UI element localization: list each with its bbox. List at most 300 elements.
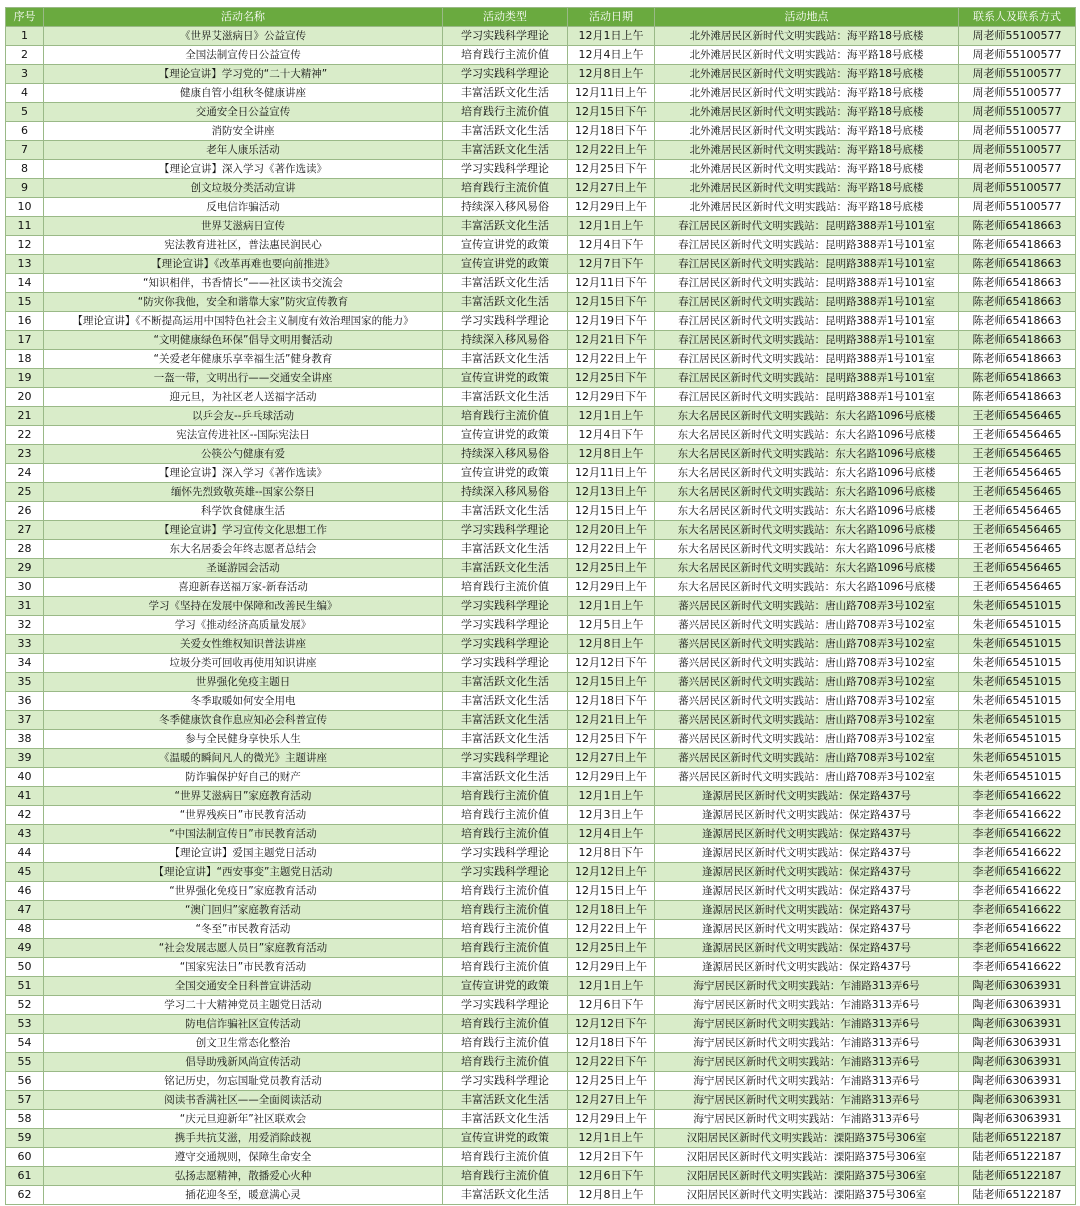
cell-activity-name: “世界艾滋病日”家庭教育活动 [44, 787, 443, 806]
cell-activity-date: 12月8日上午 [568, 635, 655, 654]
cell-serial: 8 [6, 160, 44, 179]
cell-serial: 5 [6, 103, 44, 122]
table-row [6, 217, 1076, 236]
cell-activity-location: 北外滩居民区新时代文明实践站：海平路18号底楼 [655, 198, 959, 217]
cell-activity-location: 汉阳居民区新时代文明实践站：溧阳路375号306室 [655, 1148, 959, 1167]
cell-activity-type: 学习实践科学理论 [443, 863, 568, 882]
cell-contact: 李老师65416622 [959, 939, 1076, 958]
cell-contact: 李老师65416622 [959, 958, 1076, 977]
cell-contact: 陈老师65418663 [959, 312, 1076, 331]
table-row [6, 84, 1076, 103]
cell-activity-name: 【理论宣讲】深入学习《著作选读》 [44, 464, 443, 483]
table-row [6, 369, 1076, 388]
cell-activity-date: 12月13日上午 [568, 483, 655, 502]
cell-serial: 1 [6, 27, 44, 46]
table-row [6, 103, 1076, 122]
cell-activity-type: 学习实践科学理论 [443, 1072, 568, 1091]
cell-activity-name: 插花迎冬至，暖意满心灵 [44, 1186, 443, 1205]
header-activity-type: 活动类型 [443, 8, 568, 27]
cell-activity-name: 防电信诈骗社区宣传活动 [44, 1015, 443, 1034]
cell-contact: 周老师55100577 [959, 141, 1076, 160]
cell-activity-date: 12月3日上午 [568, 806, 655, 825]
table-row [6, 1034, 1076, 1053]
cell-activity-type: 丰富活跃文化生活 [443, 141, 568, 160]
table-row [6, 901, 1076, 920]
cell-activity-name: 喜迎新春送福万家-新春活动 [44, 578, 443, 597]
table-row [6, 1072, 1076, 1091]
table-row [6, 844, 1076, 863]
cell-contact: 陶老师63063931 [959, 977, 1076, 996]
table-row [6, 274, 1076, 293]
cell-activity-name: “关爱老年健康乐享幸福生活”健身教育 [44, 350, 443, 369]
cell-activity-name: 全国法制宣传日公益宣传 [44, 46, 443, 65]
cell-serial: 19 [6, 369, 44, 388]
table-row [6, 502, 1076, 521]
cell-serial: 37 [6, 711, 44, 730]
cell-serial: 23 [6, 445, 44, 464]
cell-activity-location: 北外滩居民区新时代文明实践站：海平路18号底楼 [655, 122, 959, 141]
cell-serial: 26 [6, 502, 44, 521]
cell-activity-type: 学习实践科学理论 [443, 597, 568, 616]
cell-contact: 朱老师65451015 [959, 673, 1076, 692]
cell-activity-date: 12月2日下午 [568, 1148, 655, 1167]
cell-activity-name: 东大名居委会年终志愿者总结会 [44, 540, 443, 559]
cell-activity-location: 东大名居民区新时代文明实践站：东大名路1096号底楼 [655, 445, 959, 464]
cell-activity-name: “冬至”市民教育活动 [44, 920, 443, 939]
cell-contact: 朱老师65451015 [959, 711, 1076, 730]
cell-activity-location: 春江居民区新时代文明实践站：昆明路388弄1号101室 [655, 255, 959, 274]
cell-contact: 周老师55100577 [959, 122, 1076, 141]
cell-activity-location: 逢源居民区新时代文明实践站：保定路437号 [655, 825, 959, 844]
cell-activity-type: 学习实践科学理论 [443, 27, 568, 46]
table-row [6, 312, 1076, 331]
cell-activity-type: 持续深入移风易俗 [443, 445, 568, 464]
cell-activity-date: 12月8日上午 [568, 445, 655, 464]
cell-activity-name: “澳门回归”家庭教育活动 [44, 901, 443, 920]
table-header-row [6, 8, 1076, 27]
cell-activity-type: 丰富活跃文化生活 [443, 1091, 568, 1110]
cell-serial: 30 [6, 578, 44, 597]
cell-activity-type: 培育践行主流价值 [443, 901, 568, 920]
cell-activity-name: 圣诞游园会活动 [44, 559, 443, 578]
cell-serial: 56 [6, 1072, 44, 1091]
cell-activity-date: 12月11日下午 [568, 274, 655, 293]
cell-activity-name: 参与全民健身享快乐人生 [44, 730, 443, 749]
cell-activity-type: 丰富活跃文化生活 [443, 1110, 568, 1129]
cell-activity-date: 12月22日上午 [568, 350, 655, 369]
cell-activity-name: 倡导助残新风尚宣传活动 [44, 1053, 443, 1072]
cell-activity-location: 蕃兴居民区新时代文明实践站：唐山路708弄3号102室 [655, 730, 959, 749]
cell-activity-location: 逢源居民区新时代文明实践站：保定路437号 [655, 844, 959, 863]
cell-activity-name: 学习《推动经济高质量发展》 [44, 616, 443, 635]
cell-activity-name: 全国交通安全日科普宣讲活动 [44, 977, 443, 996]
cell-activity-type: 持续深入移风易俗 [443, 483, 568, 502]
cell-activity-date: 12月5日上午 [568, 616, 655, 635]
cell-activity-name: “防灾你我他，安全和谐靠大家”防灾宣传教育 [44, 293, 443, 312]
cell-contact: 陈老师65418663 [959, 255, 1076, 274]
cell-serial: 10 [6, 198, 44, 217]
table-row [6, 825, 1076, 844]
cell-serial: 14 [6, 274, 44, 293]
cell-activity-location: 春江居民区新时代文明实践站：昆明路388弄1号101室 [655, 217, 959, 236]
cell-activity-date: 12月4日上午 [568, 46, 655, 65]
cell-activity-type: 培育践行主流价值 [443, 882, 568, 901]
cell-contact: 周老师55100577 [959, 160, 1076, 179]
table-row [6, 388, 1076, 407]
cell-activity-type: 宣传宣讲党的政策 [443, 464, 568, 483]
cell-activity-date: 12月21日上午 [568, 711, 655, 730]
cell-serial: 17 [6, 331, 44, 350]
cell-activity-location: 北外滩居民区新时代文明实践站：海平路18号底楼 [655, 65, 959, 84]
cell-contact: 陈老师65418663 [959, 388, 1076, 407]
cell-activity-location: 蕃兴居民区新时代文明实践站：唐山路708弄3号102室 [655, 616, 959, 635]
cell-activity-type: 宣传宣讲党的政策 [443, 426, 568, 445]
cell-activity-date: 12月21日下午 [568, 331, 655, 350]
cell-activity-date: 12月15日上午 [568, 882, 655, 901]
cell-serial: 57 [6, 1091, 44, 1110]
cell-activity-name: 宪法教育进社区，普法惠民润民心 [44, 236, 443, 255]
cell-contact: 陶老师63063931 [959, 1072, 1076, 1091]
cell-serial: 58 [6, 1110, 44, 1129]
table-row [6, 426, 1076, 445]
table-row [6, 597, 1076, 616]
cell-activity-name: 科学饮食健康生活 [44, 502, 443, 521]
cell-serial: 54 [6, 1034, 44, 1053]
cell-contact: 陆老师65122187 [959, 1167, 1076, 1186]
cell-activity-location: 东大名居民区新时代文明实践站：东大名路1096号底楼 [655, 521, 959, 540]
cell-activity-type: 持续深入移风易俗 [443, 331, 568, 350]
cell-activity-name: “社会发展志愿人员日”家庭教育活动 [44, 939, 443, 958]
table-row [6, 198, 1076, 217]
cell-activity-location: 逢源居民区新时代文明实践站：保定路437号 [655, 901, 959, 920]
cell-activity-location: 蕃兴居民区新时代文明实践站：唐山路708弄3号102室 [655, 654, 959, 673]
table-row [6, 559, 1076, 578]
cell-activity-location: 海宁居民区新时代文明实践站：乍浦路313弄6号 [655, 977, 959, 996]
table-row [6, 616, 1076, 635]
cell-activity-name: 创文垃圾分类活动宣讲 [44, 179, 443, 198]
table-row [6, 1129, 1076, 1148]
cell-activity-type: 培育践行主流价值 [443, 1167, 568, 1186]
table-row [6, 863, 1076, 882]
cell-activity-name: 一盔一带，文明出行——交通安全讲座 [44, 369, 443, 388]
table-row [6, 65, 1076, 84]
cell-activity-type: 丰富活跃文化生活 [443, 293, 568, 312]
table-row [6, 255, 1076, 274]
cell-activity-type: 学习实践科学理论 [443, 616, 568, 635]
cell-contact: 陶老师63063931 [959, 1034, 1076, 1053]
cell-activity-name: 【理论宣讲】学习党的“二十大精神” [44, 65, 443, 84]
cell-contact: 陶老师63063931 [959, 996, 1076, 1015]
cell-contact: 王老师65456465 [959, 502, 1076, 521]
cell-serial: 60 [6, 1148, 44, 1167]
cell-serial: 39 [6, 749, 44, 768]
cell-serial: 12 [6, 236, 44, 255]
cell-activity-date: 12月22日下午 [568, 1053, 655, 1072]
cell-activity-date: 12月25日下午 [568, 730, 655, 749]
cell-activity-location: 逢源居民区新时代文明实践站：保定路437号 [655, 958, 959, 977]
cell-activity-date: 12月18日上午 [568, 901, 655, 920]
cell-activity-date: 12月8日上午 [568, 65, 655, 84]
cell-contact: 陈老师65418663 [959, 369, 1076, 388]
cell-activity-type: 培育践行主流价值 [443, 578, 568, 597]
cell-activity-date: 12月29日上午 [568, 578, 655, 597]
cell-activity-name: 【理论宣讲】“西安事变”主题党日活动 [44, 863, 443, 882]
cell-activity-date: 12月18日下午 [568, 1034, 655, 1053]
cell-activity-type: 培育践行主流价值 [443, 407, 568, 426]
table-row [6, 27, 1076, 46]
header-contact: 联系人及联系方式 [959, 8, 1076, 27]
cell-serial: 29 [6, 559, 44, 578]
cell-activity-location: 海宁居民区新时代文明实践站：乍浦路313弄6号 [655, 996, 959, 1015]
cell-activity-location: 北外滩居民区新时代文明实践站：海平路18号底楼 [655, 179, 959, 198]
cell-activity-location: 春江居民区新时代文明实践站：昆明路388弄1号101室 [655, 369, 959, 388]
cell-activity-date: 12月19日下午 [568, 312, 655, 331]
cell-activity-date: 12月29日上午 [568, 768, 655, 787]
cell-serial: 16 [6, 312, 44, 331]
cell-activity-name: 《世界艾滋病日》公益宣传 [44, 27, 443, 46]
cell-contact: 李老师65416622 [959, 844, 1076, 863]
cell-serial: 43 [6, 825, 44, 844]
cell-activity-location: 蕃兴居民区新时代文明实践站：唐山路708弄3号102室 [655, 768, 959, 787]
cell-contact: 陈老师65418663 [959, 293, 1076, 312]
cell-activity-type: 丰富活跃文化生活 [443, 217, 568, 236]
cell-contact: 周老师55100577 [959, 179, 1076, 198]
cell-activity-location: 东大名居民区新时代文明实践站：东大名路1096号底楼 [655, 464, 959, 483]
cell-serial: 28 [6, 540, 44, 559]
table-row [6, 654, 1076, 673]
cell-activity-date: 12月25日下午 [568, 369, 655, 388]
cell-activity-type: 宣传宣讲党的政策 [443, 1129, 568, 1148]
cell-activity-date: 12月1日上午 [568, 787, 655, 806]
table-row [6, 806, 1076, 825]
cell-activity-type: 培育践行主流价值 [443, 825, 568, 844]
cell-activity-type: 培育践行主流价值 [443, 1034, 568, 1053]
table-row [6, 483, 1076, 502]
cell-activity-name: 【理论宣讲】《改革再难也要向前推进》 [44, 255, 443, 274]
table-row [6, 711, 1076, 730]
cell-serial: 11 [6, 217, 44, 236]
cell-activity-date: 12月6日下午 [568, 996, 655, 1015]
cell-activity-date: 12月29日上午 [568, 1110, 655, 1129]
cell-serial: 6 [6, 122, 44, 141]
cell-activity-location: 北外滩居民区新时代文明实践站：海平路18号底楼 [655, 160, 959, 179]
table-row [6, 464, 1076, 483]
cell-activity-date: 12月22日上午 [568, 540, 655, 559]
cell-activity-type: 丰富活跃文化生活 [443, 730, 568, 749]
cell-activity-date: 12月8日下午 [568, 844, 655, 863]
cell-serial: 20 [6, 388, 44, 407]
cell-activity-type: 培育践行主流价值 [443, 179, 568, 198]
cell-contact: 王老师65456465 [959, 445, 1076, 464]
cell-serial: 44 [6, 844, 44, 863]
cell-serial: 24 [6, 464, 44, 483]
cell-activity-type: 丰富活跃文化生活 [443, 274, 568, 293]
table-row [6, 1186, 1076, 1205]
cell-activity-name: “知识相伴，书香情长”——社区读书交流会 [44, 274, 443, 293]
cell-serial: 34 [6, 654, 44, 673]
cell-serial: 15 [6, 293, 44, 312]
cell-contact: 朱老师65451015 [959, 749, 1076, 768]
cell-serial: 41 [6, 787, 44, 806]
cell-serial: 38 [6, 730, 44, 749]
cell-serial: 32 [6, 616, 44, 635]
cell-activity-name: 弘扬志愿精神，散播爱心火种 [44, 1167, 443, 1186]
cell-activity-location: 海宁居民区新时代文明实践站：乍浦路313弄6号 [655, 1034, 959, 1053]
table-row [6, 141, 1076, 160]
cell-serial: 36 [6, 692, 44, 711]
cell-serial: 4 [6, 84, 44, 103]
table-row [6, 293, 1076, 312]
cell-activity-type: 培育践行主流价值 [443, 920, 568, 939]
table-row [6, 578, 1076, 597]
cell-contact: 陈老师65418663 [959, 274, 1076, 293]
table-row [6, 1015, 1076, 1034]
cell-activity-date: 12月25日上午 [568, 1072, 655, 1091]
cell-activity-location: 北外滩居民区新时代文明实践站：海平路18号底楼 [655, 103, 959, 122]
cell-activity-type: 丰富活跃文化生活 [443, 388, 568, 407]
cell-activity-location: 东大名居民区新时代文明实践站：东大名路1096号底楼 [655, 559, 959, 578]
cell-serial: 62 [6, 1186, 44, 1205]
cell-activity-name: 消防安全讲座 [44, 122, 443, 141]
cell-activity-type: 学习实践科学理论 [443, 160, 568, 179]
cell-activity-name: 学习二十大精神党员主题党日活动 [44, 996, 443, 1015]
cell-activity-name: “世界残疾日”市民教育活动 [44, 806, 443, 825]
table-row [6, 958, 1076, 977]
header-activity-date: 活动日期 [568, 8, 655, 27]
cell-contact: 陈老师65418663 [959, 217, 1076, 236]
cell-contact: 朱老师65451015 [959, 768, 1076, 787]
cell-contact: 陶老师63063931 [959, 1091, 1076, 1110]
cell-serial: 53 [6, 1015, 44, 1034]
cell-serial: 45 [6, 863, 44, 882]
cell-serial: 46 [6, 882, 44, 901]
table-row [6, 122, 1076, 141]
cell-activity-location: 春江居民区新时代文明实践站：昆明路388弄1号101室 [655, 236, 959, 255]
cell-contact: 王老师65456465 [959, 578, 1076, 597]
cell-activity-type: 丰富活跃文化生活 [443, 559, 568, 578]
cell-activity-type: 培育践行主流价值 [443, 958, 568, 977]
cell-activity-name: 冬季健康饮食作息应知必会科普宣传 [44, 711, 443, 730]
cell-serial: 55 [6, 1053, 44, 1072]
cell-activity-name: 《温暖的瞬间凡人的微光》主题讲座 [44, 749, 443, 768]
cell-serial: 31 [6, 597, 44, 616]
table-row [6, 730, 1076, 749]
cell-activity-location: 东大名居民区新时代文明实践站：东大名路1096号底楼 [655, 407, 959, 426]
cell-activity-type: 宣传宣讲党的政策 [443, 977, 568, 996]
table-row [6, 236, 1076, 255]
cell-activity-date: 12月18日下午 [568, 692, 655, 711]
cell-activity-name: “文明健康绿色环保”倡导文明用餐活动 [44, 331, 443, 350]
table-row [6, 1091, 1076, 1110]
cell-activity-date: 12月7日下午 [568, 255, 655, 274]
table-row [6, 692, 1076, 711]
cell-serial: 35 [6, 673, 44, 692]
cell-activity-name: 交通安全日公益宣传 [44, 103, 443, 122]
cell-contact: 王老师65456465 [959, 426, 1076, 445]
cell-contact: 陈老师65418663 [959, 236, 1076, 255]
cell-activity-location: 东大名居民区新时代文明实践站：东大名路1096号底楼 [655, 502, 959, 521]
cell-contact: 周老师55100577 [959, 103, 1076, 122]
cell-serial: 3 [6, 65, 44, 84]
cell-activity-location: 逢源居民区新时代文明实践站：保定路437号 [655, 920, 959, 939]
cell-activity-location: 海宁居民区新时代文明实践站：乍浦路313弄6号 [655, 1091, 959, 1110]
cell-activity-type: 丰富活跃文化生活 [443, 122, 568, 141]
cell-activity-date: 12月27日上午 [568, 1091, 655, 1110]
cell-activity-name: 垃圾分类可回收再使用知识讲座 [44, 654, 443, 673]
cell-serial: 42 [6, 806, 44, 825]
cell-activity-name: 【理论宣讲】《不断提高运用中国特色社会主义制度有效治理国家的能力》 [44, 312, 443, 331]
cell-activity-type: 丰富活跃文化生活 [443, 692, 568, 711]
cell-contact: 陈老师65418663 [959, 350, 1076, 369]
cell-serial: 7 [6, 141, 44, 160]
cell-activity-type: 丰富活跃文化生活 [443, 1186, 568, 1205]
cell-contact: 朱老师65451015 [959, 730, 1076, 749]
cell-contact: 陶老师63063931 [959, 1053, 1076, 1072]
cell-contact: 朱老师65451015 [959, 692, 1076, 711]
cell-contact: 周老师55100577 [959, 27, 1076, 46]
cell-contact: 陆老师65122187 [959, 1186, 1076, 1205]
table-row [6, 635, 1076, 654]
cell-activity-date: 12月15日上午 [568, 502, 655, 521]
cell-serial: 27 [6, 521, 44, 540]
cell-serial: 2 [6, 46, 44, 65]
cell-activity-name: 遵守交通规则，保障生命安全 [44, 1148, 443, 1167]
table-row [6, 787, 1076, 806]
table-row [6, 996, 1076, 1015]
cell-activity-date: 12月12日下午 [568, 654, 655, 673]
cell-activity-date: 12月1日上午 [568, 977, 655, 996]
cell-activity-name: 世界艾滋病日宣传 [44, 217, 443, 236]
cell-activity-location: 蕃兴居民区新时代文明实践站：唐山路708弄3号102室 [655, 711, 959, 730]
cell-activity-location: 蕃兴居民区新时代文明实践站：唐山路708弄3号102室 [655, 597, 959, 616]
table-row [6, 331, 1076, 350]
cell-activity-type: 丰富活跃文化生活 [443, 502, 568, 521]
cell-activity-type: 培育践行主流价值 [443, 103, 568, 122]
cell-activity-name: 【理论宣讲】深入学习《著作选读》 [44, 160, 443, 179]
cell-activity-location: 海宁居民区新时代文明实践站：乍浦路313弄6号 [655, 1053, 959, 1072]
table-row [6, 977, 1076, 996]
activity-schedule-table [5, 7, 1076, 1205]
cell-activity-date: 12月15日上午 [568, 673, 655, 692]
cell-contact: 李老师65416622 [959, 920, 1076, 939]
cell-activity-location: 北外滩居民区新时代文明实践站：海平路18号底楼 [655, 84, 959, 103]
cell-activity-type: 丰富活跃文化生活 [443, 540, 568, 559]
table-row [6, 445, 1076, 464]
cell-activity-name: 关爱女性维权知识普法讲座 [44, 635, 443, 654]
cell-activity-location: 逢源居民区新时代文明实践站：保定路437号 [655, 939, 959, 958]
cell-contact: 李老师65416622 [959, 863, 1076, 882]
cell-contact: 朱老师65451015 [959, 635, 1076, 654]
cell-activity-name: 阅读书香满社区——全面阅读活动 [44, 1091, 443, 1110]
cell-activity-type: 培育践行主流价值 [443, 806, 568, 825]
cell-contact: 陆老师65122187 [959, 1148, 1076, 1167]
cell-serial: 52 [6, 996, 44, 1015]
cell-contact: 周老师55100577 [959, 65, 1076, 84]
cell-activity-name: “中国法制宣传日”市民教育活动 [44, 825, 443, 844]
cell-activity-location: 春江居民区新时代文明实践站：昆明路388弄1号101室 [655, 388, 959, 407]
cell-activity-location: 北外滩居民区新时代文明实践站：海平路18号底楼 [655, 141, 959, 160]
cell-activity-type: 丰富活跃文化生活 [443, 84, 568, 103]
cell-activity-type: 培育践行主流价值 [443, 1148, 568, 1167]
cell-activity-date: 12月29日上午 [568, 198, 655, 217]
cell-activity-name: 健康自管小组秋冬健康讲座 [44, 84, 443, 103]
table-row [6, 540, 1076, 559]
cell-activity-type: 培育践行主流价值 [443, 787, 568, 806]
cell-activity-date: 12月25日下午 [568, 160, 655, 179]
cell-contact: 王老师65456465 [959, 464, 1076, 483]
cell-activity-name: 迎元旦，为社区老人送福字活动 [44, 388, 443, 407]
cell-activity-location: 蕃兴居民区新时代文明实践站：唐山路708弄3号102室 [655, 635, 959, 654]
